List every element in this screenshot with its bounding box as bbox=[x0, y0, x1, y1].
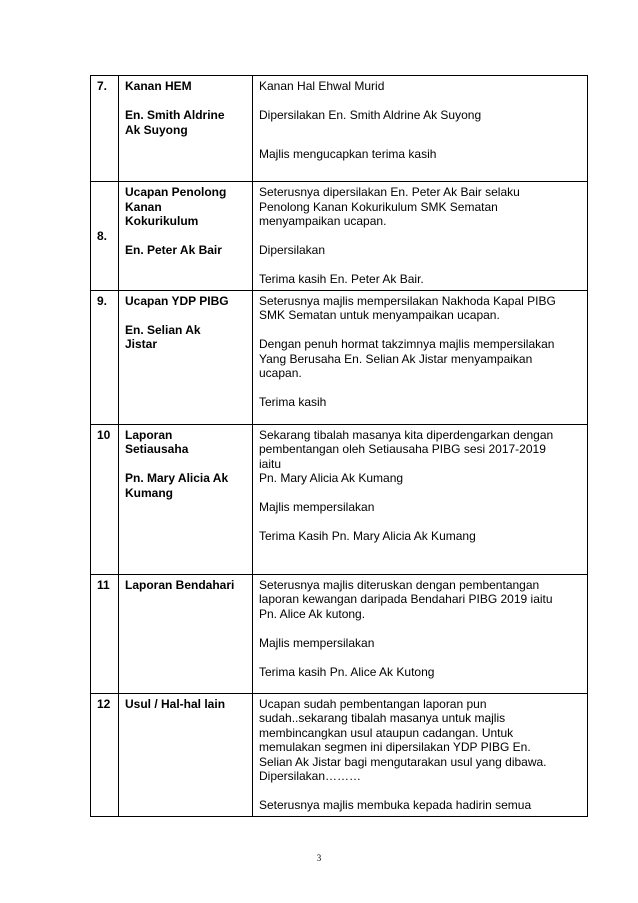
row-description: Seterusnya majlis mempersilakan Nakhoda Kapal PIBG SMK Sematan untuk menyampaikan ucapan. Dengan penuh hormat takzimnya majlis mempersilakan Yang Berusaha En. Selian Ak Jistar menyampaikan ucapan. Terima kasih bbox=[253, 290, 588, 424]
row-description: Seterusnya dipersilakan En. Peter Ak Bair selaku Penolong Kanan Kokurikulum SMK Sematan menyampaikan ucapan. Dipersilakan Terima kasih En. Peter Ak Bair. bbox=[253, 182, 588, 291]
row-number: 11 bbox=[91, 574, 119, 693]
table-row bbox=[91, 182, 588, 291]
row-description: Sekarang tibalah masanya kita diperdengarkan dengan pembentangan oleh Setiausaha PIBG sesi 2017-2019 iaitu Pn. Mary Alicia Ak Kumang Majlis mempersilakan Terima Kasih Pn. Mary Alicia Ak Kumang bbox=[253, 424, 588, 574]
row-description: Ucapan sudah pembentangan laporan pun sudah..sekarang tibalah masanya untuk majlis membincangkan usul ataupun cadangan. Untuk memulakan segmen ini dipersilakan YDP PIBG En. Selian Ak Jistar bagi mengutarakan usul yang dibawa. Dipersilakan……… Seterusnya majlis membuka kepada hadirin semua bbox=[253, 693, 588, 816]
table-row bbox=[91, 76, 588, 182]
row-item: Ucapan Penolong Kanan Kokurikulum En. Peter Ak Bair bbox=[119, 182, 253, 291]
row-number: 12 bbox=[91, 693, 119, 816]
row-description: Kanan Hal Ehwal Murid Dipersilakan En. Smith Aldrine Ak Suyong Majlis mengucapkan terima kasih bbox=[253, 76, 588, 182]
row-number: 7. bbox=[91, 76, 119, 182]
table-row bbox=[91, 424, 588, 574]
table-row bbox=[91, 290, 588, 424]
row-number: 10 bbox=[91, 424, 119, 574]
row-item: Kanan HEM En. Smith Aldrine Ak Suyong bbox=[119, 76, 253, 182]
row-item: Laporan Bendahari bbox=[119, 574, 253, 693]
table-row bbox=[91, 574, 588, 693]
table-row bbox=[91, 693, 588, 816]
row-description: Seterusnya majlis diteruskan dengan pembentangan laporan kewangan daripada Bendahari PIBG 2019 iaitu Pn. Alice Ak kutong. Majlis mempersilakan Terima kasih Pn. Alice Ak Kutong bbox=[253, 574, 588, 693]
page-number: 3 bbox=[316, 853, 322, 863]
row-item: Usul / Hal-hal lain bbox=[119, 693, 253, 816]
row-item: Ucapan YDP PIBG En. Selian Ak Jistar bbox=[119, 290, 253, 424]
row-item: Laporan Setiausaha Pn. Mary Alicia Ak Kumang bbox=[119, 424, 253, 574]
agenda-table bbox=[90, 75, 588, 817]
row-number: 8. bbox=[91, 182, 119, 291]
row-number: 9. bbox=[91, 290, 119, 424]
